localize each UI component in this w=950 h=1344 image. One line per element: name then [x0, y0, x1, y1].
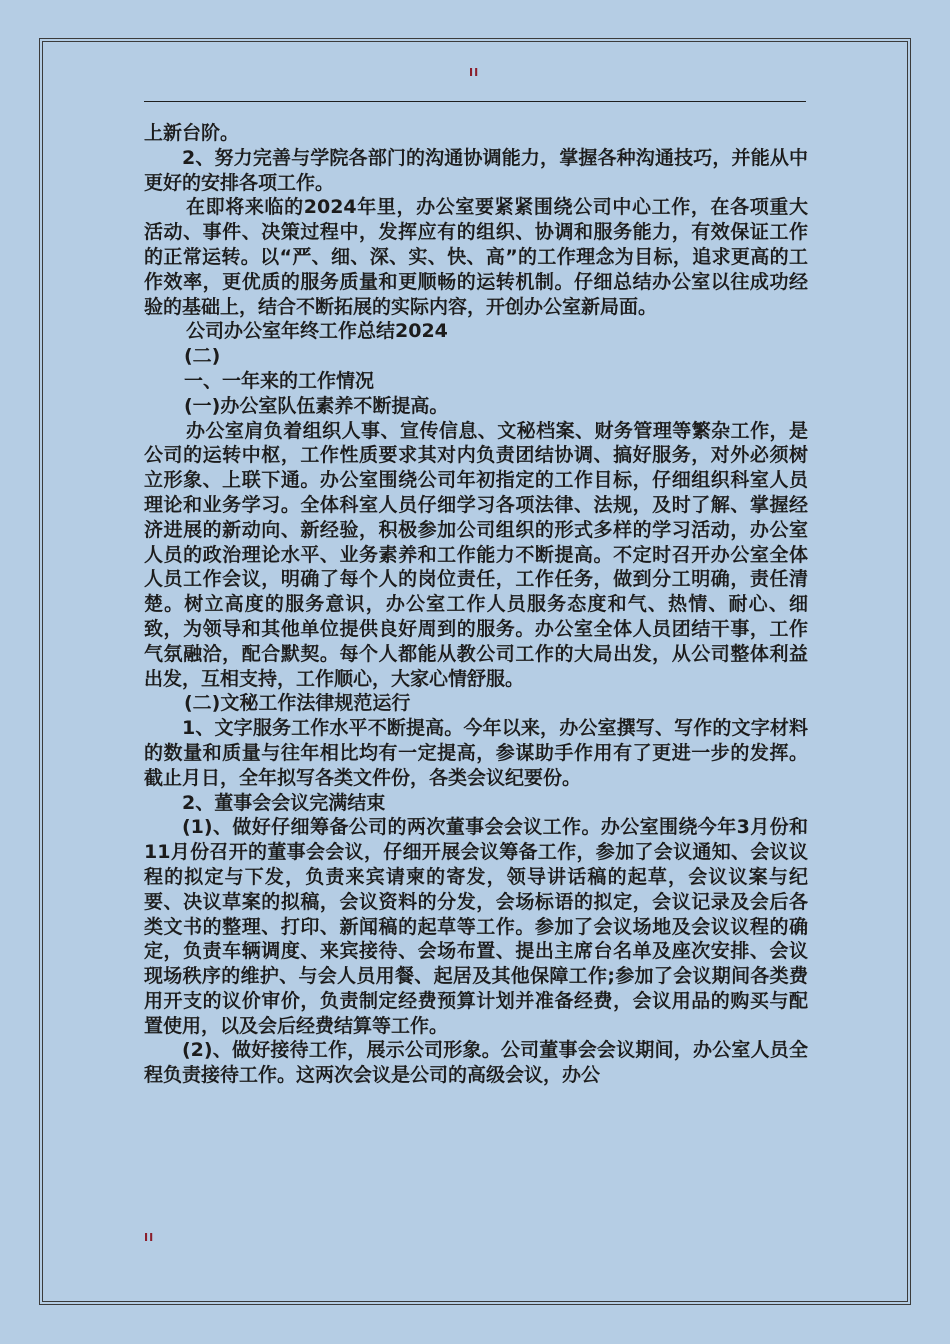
heading-1: 一、一年来的工作情况	[184, 369, 375, 392]
paragraph-7: (2)、做好接待工作，展示公司形象。公司董事会会议期间，办公室人员全程负责接待工作。这两次会议是公司的高级会议，办公	[144, 1039, 808, 1087]
footer-page-mark: II	[144, 1231, 155, 1244]
paragraph-6: (1)、做好仔细筹备公司的两次董事会会议工作。办公室围绕今年3月份和11月份召开的董事会会议，仔细开展会议筹备工作，参加了会议通知、会议议程的拟定与下发，负责来宾请柬的寄发，领导讲话稿的起草，会议议案与纪要、决议草案的拟稿，会议资料的分发，会场标语的拟定，会议记录及会后各类文书的整理、打印、新闻稿的起草等工作。参加了会议场地及会议议程的确定，负责车辆调度、来宾接待、会场布置、提出主席台名单及座次安排、会议现场秩序的维护、与会人员用餐、起居及其他保障工作;参加了会议期间各类费用开支的议价审价，负责制定经费预算计划并准备经费，会议用品的购买与配置使用，以及会后经费结算等工作。	[144, 816, 808, 1037]
paragraph-4: 办公室肩负着组织人事、宣传信息、文秘档案、财务管理等繁杂工作，是公司的运转中枢，工作性质要求其对内负责团结协调、搞好服务，对外必须树立形象、上联下通。办公室围绕公司年初指定的工作目标，仔细组织科室人员理论和业务学习。全体科室人员仔细学习各项法律、法规，及时了解、掌握经济进展的新动向、新经验，积极参加公司组织的形式多样的学习活动，办公室人员的政治理论水平、业务素养和工作能力不断提高。不定时召开办公室全体人员工作会议，明确了每个人的岗位责任，工作任务，做到分工明确，责任清楚。树立高度的服务意识，办公室工作人员服务态度和气、热情、耐心、细致，为领导和其他单位提供良好周到的服务。办公室全体人员团结干事，工作气氛融洽，配合默契。每个人都能从教公司工作的大局出发，从公司整体利益出发，互相支持，工作顺心，大家心情舒服。	[144, 419, 808, 690]
subheading-3: 2、董事会会议完满结束	[182, 791, 386, 814]
document-body	[144, 121, 808, 1088]
header-divider	[144, 101, 806, 102]
subheading-1: (一)办公室队伍素养不断提高。	[184, 394, 449, 417]
paragraph-5: 1、文字服务工作水平不断提高。今年以来，办公室撰写、写作的文字材料的数量和质量与往年相比均有一定提高，参谋助手作用有了更进一步的发挥。截止月日，全年拟写各类文件份，各类会议纪要份。	[144, 717, 808, 789]
header-page-mark: II	[469, 66, 480, 79]
paragraph-2: 2、努力完善与学院各部门的沟通协调能力，掌握各种沟通技巧，并能从中更好的安排各项工作。	[144, 146, 808, 194]
section-number: (二)	[184, 345, 221, 368]
paragraph-3: 在即将来临的2024年里，办公室要紧紧围绕公司中心工作，在各项重大活动、事件、决策过程中，发挥应有的组织、协调和服务能力，有效保证工作的正常运转。以“严、细、深、实、快、高”的工作理念为目标，追求更高的工作效率，更优质的服务质量和更顺畅的运转机制。仔细总结办公室以往成功经验的基础上，结合不断拓展的实际内容，开创办公室新局面。	[144, 196, 808, 318]
subheading-2: (二)文秘工作法律规范运行	[184, 692, 411, 715]
paragraph-1: 上新台阶。	[144, 122, 240, 144]
section-title: 公司办公室年终工作总结2024	[186, 320, 448, 343]
